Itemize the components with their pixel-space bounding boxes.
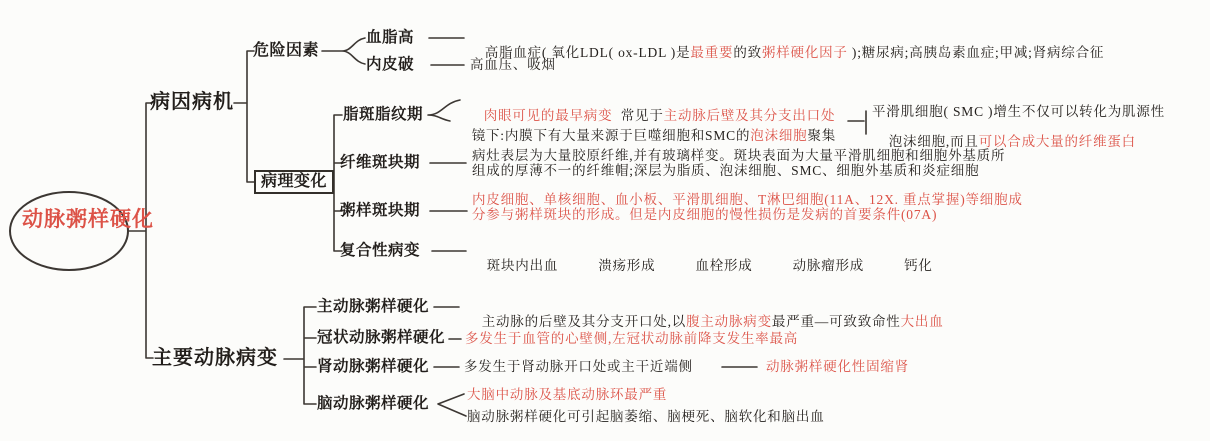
major-arteries-branch-line — [284, 307, 316, 404]
root-topic-label: 动脉粥样硬化 — [22, 207, 154, 231]
highlight-segment: 泡沫细胞 — [750, 127, 808, 143]
text-segment: 镜下:内膜下有大量来源于巨噬细胞和SMC的 — [471, 127, 751, 143]
highlight-segment: 最重要 — [690, 44, 734, 60]
highlight-segment: 粥样硬化因子 — [761, 44, 848, 60]
highlight-segment: 可以合成大量的纤维蛋白 — [978, 133, 1136, 149]
coronary-label: 冠状动脉粥样硬化 — [317, 329, 446, 346]
highlight-segment: 主动脉后壁及其分支出口处 — [663, 107, 836, 123]
atheromatous-plaque-detail-line1: 内皮细胞、单核细胞、血小板、平滑肌细胞、T淋巴细胞(11A、12X. 重点掌握)等细胞成 — [472, 192, 1023, 207]
endothelial-damage-label: 内皮破 — [366, 56, 415, 73]
text-segment: 常见于 — [612, 107, 664, 123]
cerebral-split-line — [438, 394, 466, 416]
cerebral-label: 脑动脉粥样硬化 — [317, 395, 430, 412]
risk-split-line — [322, 38, 365, 64]
risk-item-dashes — [429, 38, 464, 65]
cerebral-severe-detail: 大脑中动脉及基底动脉环最严重 — [467, 387, 668, 402]
renal-result: 动脉粥样硬化性固缩肾 — [766, 359, 909, 374]
text-segment: 泡沫细胞,而且 — [888, 133, 979, 149]
text-segment: 的致 — [733, 44, 762, 60]
renal-detail: 多发生于肾动脉开口处或主干近端侧 — [464, 359, 693, 374]
fibrous-plaque-detail-line2: 组成的厚薄不一的纤维帽;深层为脂质、泡沫细胞、SMC、细胞外基质和炎症细胞 — [472, 163, 980, 178]
risk-factors-label: 危险因素 — [253, 42, 320, 59]
etiology-branch-label: 病因病机 — [150, 91, 234, 113]
coronary-detail: 多发生于血管的心壁侧,左冠状动脉前降支发生率最高 — [465, 331, 799, 346]
text-segment: 最严重—可致致命性 — [771, 313, 901, 329]
smc-note-line1: 平滑肌细胞( SMC )增生不仅可以转化为肌源性 — [872, 104, 1165, 119]
complicated-lesions-label: 复合性病变 — [340, 242, 421, 259]
fibrous-plaque-label: 纤维斑块期 — [340, 154, 421, 171]
fibrous-plaque-detail-line1: 病灶表层为大量胶原纤维,并有玻璃样变。斑块表面为大量平滑肌细胞和细胞外基质所 — [472, 148, 1006, 163]
atheromatous-plaque-detail-line2: 分参与粥样斑块的形成。但是内皮细胞的慢性损伤是发病的首要条件(07A) — [472, 207, 938, 222]
fatty-streak-label: 脂斑脂纹期 — [343, 106, 424, 123]
lesion-item: 动脉瘤形成 — [792, 257, 865, 273]
lesion-item: 血栓形成 — [695, 257, 753, 273]
text-segment: 主动脉的后壁及其分支开口处,以 — [481, 313, 687, 329]
aorta-label: 主动脉粥样硬化 — [317, 298, 430, 315]
highlight-segment: 腹主动脉病变 — [686, 313, 772, 329]
root-ellipse — [10, 192, 154, 270]
major-arteries-branch-label: 主要动脉病变 — [152, 347, 278, 369]
text-segment: );糖尿病;高胰岛素血症;甲减;肾病综合征 — [847, 44, 1105, 60]
endothelial-damage-detail: 高血压、吸烟 — [470, 57, 556, 72]
atheromatous-plaque-label: 粥样斑块期 — [340, 202, 421, 219]
renal-label: 肾动脉粥样硬化 — [317, 358, 430, 375]
cerebral-consequence-detail: 脑动脉粥样硬化可引起脑萎缩、脑梗死、脑软化和脑出血 — [467, 409, 825, 424]
lesion-item: 斑块内出血 — [486, 257, 559, 273]
smc-note-bracket — [848, 111, 866, 134]
hyperlipidemia-detail — [468, 31, 1104, 76]
highlight-segment: 肉眼可见的最早病变 — [483, 107, 613, 123]
lesion-item: 溃疡形成 — [598, 257, 656, 273]
highlight-segment: 大出血 — [900, 313, 944, 329]
complicated-lesions-items — [470, 244, 933, 289]
pathologic-changes-label: 病理变化 — [254, 170, 334, 194]
etiology-branch-line — [234, 51, 255, 182]
text-segment: 高脂血症( 氧化LDL( ox-LDL )是 — [484, 44, 691, 60]
lesion-item: 钙化 — [904, 257, 933, 273]
text-segment: 聚集 — [807, 127, 837, 143]
hyperlipidemia-label: 血脂高 — [366, 29, 415, 46]
